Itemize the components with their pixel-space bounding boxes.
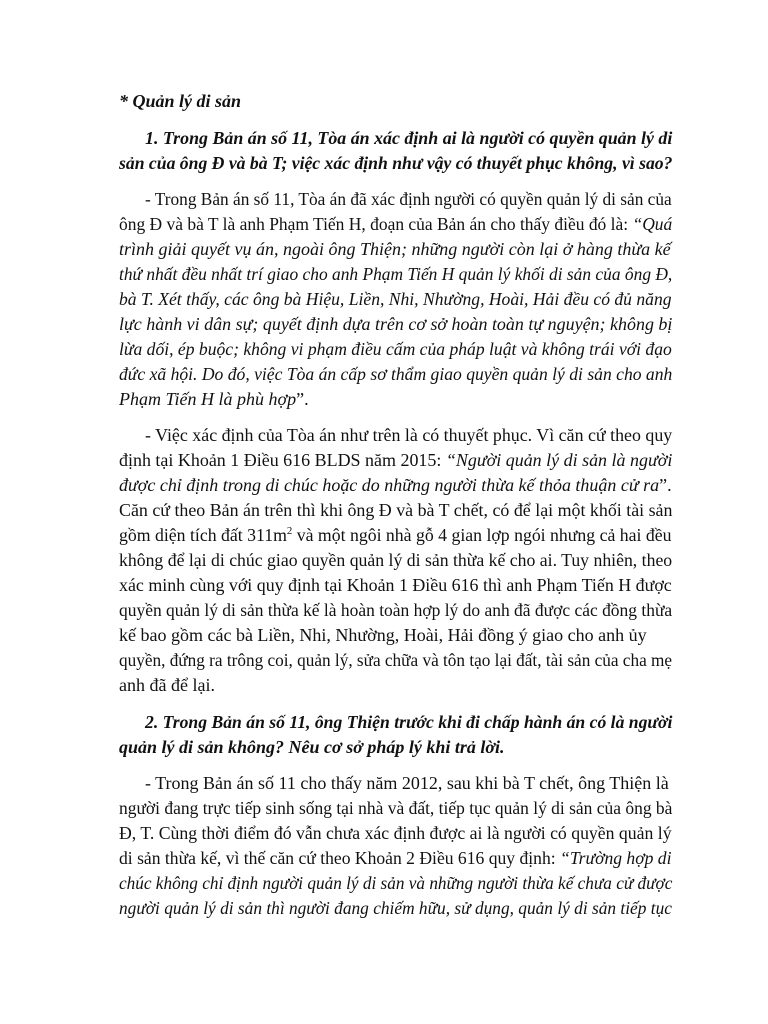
answer-1-line-3: trình giải quyết vụ án, ngoài ông Thiện; những người còn lại ở hàng thừa kế xyxy=(119,239,671,259)
answer-1-line-6: lực hành vi dân sự; quyết định dựa trên cơ sở hoàn toàn tự nguyện; không bị xyxy=(119,314,673,334)
question-2-line-2: quản lý di sản không? Nêu cơ sở pháp lý khi trả lời. xyxy=(119,737,505,757)
answer-1-line-7: lừa dối, ép buộc; không vi phạm điều cấm của pháp luật và không trái với đạo xyxy=(119,339,672,359)
answer-2-line-2-quote: “Người quản lý di sản là người xyxy=(445,450,673,470)
answer-2-line-9: kế bao gồm các bà Liền, Nhi, Nhường, Hoài, Hải đồng ý giao cho anh ủy xyxy=(119,625,647,645)
answer-2-line-2-text: định tại Khoản 1 Điều 616 BLDS năm 2015: xyxy=(119,450,446,470)
quote-close-2: ”. xyxy=(659,475,672,495)
quote-close: ”. xyxy=(296,389,309,409)
answer-2-line-1: - Việc xác định của Tòa án như trên là có thuyết phục. Vì căn cứ theo quy xyxy=(145,425,673,445)
answer-2-line-3-quote: được chỉ định trong di chúc hoặc do những người thừa kế thỏa thuận cử ra xyxy=(119,475,660,495)
answer-1-line-1: - Trong Bản án số 11, Tòa án đã xác định người có quyền quản lý di sản của xyxy=(145,189,672,209)
answer-1-line-4: thứ nhất đều nhất trí giao cho anh Phạm Tiến H quản lý khối di sản của ông Đ, xyxy=(119,264,673,284)
question-1-line-1: 1. Trong Bản án số 11, Tòa án xác định ai là người có quyền quản lý di xyxy=(145,128,673,148)
answer-2-line-11: anh đã để lại. xyxy=(119,675,215,695)
answer-1-line-2-text: ông Đ và bà T là anh Phạm Tiến H, đoạn của Bản án cho thấy điều đó là: xyxy=(119,214,633,234)
answer-3-line-6: người quản lý di sản thì người đang chiếm hữu, sử dụng, quản lý di sản tiếp tục xyxy=(119,898,672,918)
superscript-2: 2 xyxy=(286,525,293,537)
answer-1-line-9-quote: Phạm Tiến H là phù hợp xyxy=(119,389,297,409)
answer-2-line-5-text-b: và một ngôi nhà gỗ 4 gian lợp ngói nhưng cả hai đều xyxy=(292,525,672,545)
answer-1-line-8: đức xã hội. Do đó, việc Tòa án cấp sơ thẩm giao quyền quản lý di sản cho anh xyxy=(119,364,673,384)
answer-2-line-5 xyxy=(119,524,672,546)
answer-3-line-2: người đang trực tiếp sinh sống tại nhà và đất, tiếp tục quản lý di sản của ông bà xyxy=(119,798,673,818)
answer-3-line-1: - Trong Bản án số 11 cho thấy năm 2012, sau khi bà T chết, ông Thiện là xyxy=(145,773,669,793)
section-heading: * Quản lý di sản xyxy=(119,91,242,111)
answer-2-line-4: Căn cứ theo Bản án trên thì khi ông Đ và bà T chết, có để lại một khối tài sản xyxy=(119,500,673,520)
answer-3-line-5: chúc không chỉ định người quản lý di sản và những người thừa kế chưa cử được xyxy=(119,873,673,893)
quote-open: “Quá xyxy=(632,214,673,234)
answer-1-line-9 xyxy=(119,388,309,410)
answer-2-line-3 xyxy=(119,474,672,496)
answer-1-line-5: bà T. Xét thấy, các ông bà Hiệu, Liền, Nhi, Nhường, Hoài, Hải đều có đủ năng xyxy=(119,289,672,309)
answer-2-line-5-text-a: gồm diện tích đất 311m xyxy=(119,525,287,545)
answer-3-line-4-quote: “Trường hợp di xyxy=(560,848,672,868)
answer-2-line-6: không để lại di chúc giao quyền quản lý di sản thừa kế cho ai. Tuy nhiên, theo xyxy=(119,550,673,570)
answer-2-line-10: quyền, đứng ra trông coi, quản lý, sửa chữa và tôn tạo lại đất, tài sản của cha mẹ xyxy=(119,650,673,670)
answer-3-line-4-text: di sản thừa kế, vì thế căn cứ theo Khoản 2 Điều 616 quy định: xyxy=(119,848,561,868)
answer-2-line-2 xyxy=(119,449,672,471)
question-2-line-1: 2. Trong Bản án số 11, ông Thiện trước khi đi chấp hành án có là người xyxy=(145,712,673,732)
answer-2-line-8: quyền quản lý di sản thừa kế là hoàn toàn hợp lý do anh đã được các đồng thừa xyxy=(119,600,673,620)
answer-2-line-7: xác minh cùng với quy định tại Khoản 1 Điều 616 thì anh Phạm Tiến H được xyxy=(119,575,672,595)
answer-3-line-4 xyxy=(119,847,671,869)
answer-3-line-3: Đ, T. Cùng thời điểm đó vẫn chưa xác định được ai là người có quyền quản lý xyxy=(119,823,672,843)
answer-1-line-2 xyxy=(119,213,672,235)
question-1-line-2: sản của ông Đ và bà T; việc xác định như vậy có thuyết phục không, vì sao? xyxy=(119,153,673,173)
